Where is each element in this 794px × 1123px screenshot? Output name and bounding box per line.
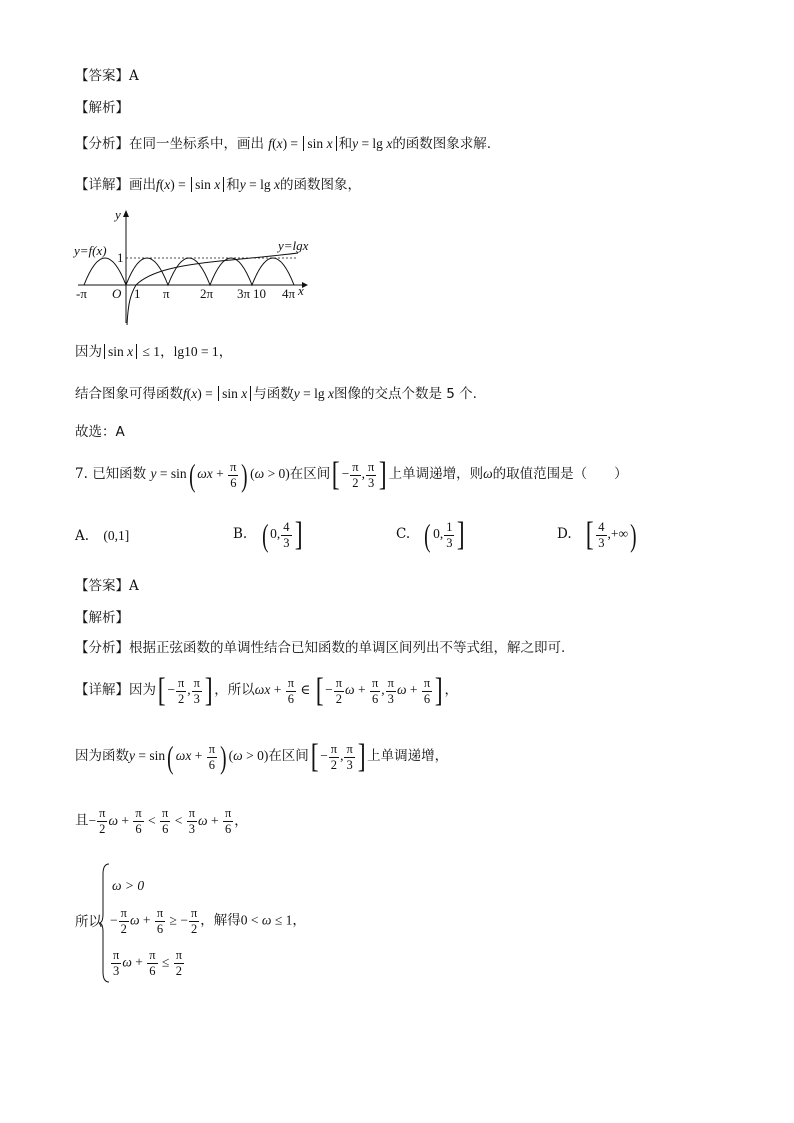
so-text: 所以 — [75, 914, 102, 930]
formula-solution: 0 < ω ≤ 1， — [240, 912, 306, 928]
fenxi-line-2 — [75, 638, 565, 658]
omega-symbol: ω — [483, 466, 493, 482]
question-text: 的取值范围是（ ） — [492, 466, 628, 483]
option-b-label: B. — [233, 526, 248, 543]
formula-interval: [ − $\frac{\pi}{2}$ , $\frac{\pi}{3}$ ] — [310, 738, 366, 775]
option-d-label: D. — [557, 526, 572, 543]
option-a[interactable] — [75, 528, 129, 544]
formula-y-sin: y = sin( ωx + $\frac{\pi}{6}$ ) (ω > 0) — [150, 457, 290, 493]
formula-lg: y = lg x — [352, 136, 393, 151]
analysis-line-1 — [75, 98, 129, 118]
combine-line-1 — [75, 384, 477, 404]
analysis-line-2 — [75, 608, 129, 628]
f-label: y=f(x) — [74, 243, 107, 258]
tick-pi: π — [163, 286, 170, 301]
solve-text: ，解得 — [200, 912, 241, 929]
abs-sin-curve — [84, 258, 294, 285]
system-row-3: $\frac{\pi}{3}$ ω + $\frac{\pi}{6}$ ≤ $\frac{\pi}{2}$ — [113, 948, 183, 978]
and-text: 且 — [75, 812, 89, 829]
lg-label: y=lgx — [278, 238, 309, 253]
answer-value: A — [129, 68, 139, 84]
origin-label: O — [112, 286, 122, 301]
formula-inequality-chain: − $\frac{\pi}{2}$ ω + $\frac{\pi}{6}$ < $\frac{\pi}{6}$ < $\frac{\pi}{3}$ ω + $\frac{\pi}{6}$ ， — [88, 806, 248, 836]
function-graph — [70, 205, 320, 335]
formula-interval: [ − $\frac{\pi}{2}$ , $\frac{\pi}{3}$ ] — [331, 456, 387, 493]
formula-range: ωx + $\frac{\pi}{6}$ ∈ [ − $\frac{\pi}{2}$ ω + $\frac{\pi}{6}$ , $\frac{\pi}{3}$ ω + $\frac{\pi}{6}$ ] ， — [254, 672, 458, 709]
because-text: 上单调递增， — [367, 748, 449, 765]
tick-2pi: 2π — [200, 286, 214, 301]
analysis-tag: 【解析】 — [75, 100, 129, 116]
because-line-1 — [75, 342, 232, 362]
formula-f: f(x) = sin x — [156, 177, 226, 192]
detail-text: 画出 — [129, 177, 156, 193]
combine-text: 结合图象可得函数 — [75, 386, 183, 402]
combine-text: 与函数 — [253, 386, 294, 402]
formula-abs-sin-le-1: sin x ≤ 1 — [102, 344, 160, 359]
option-d-value: [ $\frac{4}{3}$ ,+∞) — [585, 516, 637, 553]
detail-text: 和 — [226, 177, 240, 193]
combine-text: 图像的交点个数是 5 个. — [334, 386, 477, 402]
detail-tag: 【详解】 — [75, 682, 129, 699]
option-c[interactable] — [396, 518, 467, 552]
so-label — [75, 912, 102, 932]
fenxi-text: 的函数图象求解. — [392, 136, 492, 152]
option-b-value: ( 0, $\frac{4}{3}$ ] — [261, 516, 303, 553]
formula-f: f(x) = sin x — [268, 136, 338, 151]
fenxi-tag: 【分析】 — [75, 136, 129, 152]
y-axis-label: y — [115, 207, 121, 222]
fenxi-line-1 — [75, 134, 491, 154]
option-b[interactable] — [233, 518, 304, 552]
option-d[interactable] — [557, 518, 639, 552]
because-text: 因为 — [75, 344, 102, 360]
answer-value: A — [129, 578, 139, 594]
comma: ， — [218, 344, 233, 360]
option-c-value: ( 0, $\frac{1}{3}$ ] — [424, 516, 466, 553]
detail-text: 因为 — [129, 682, 156, 699]
question-text: 上单调递增，则 — [388, 466, 484, 483]
option-c-label: C. — [396, 526, 411, 543]
formula-lg: y = lg x — [239, 177, 281, 192]
because-text: 因为函数 — [75, 748, 129, 765]
question-text: 在区间 — [289, 466, 331, 483]
answer-tag: 【答案】 — [75, 578, 129, 594]
formula-interval: [ − $\frac{\pi}{2}$ , $\frac{\pi}{3}$ ] — [157, 672, 213, 709]
tick-1: 1 — [134, 286, 141, 301]
comma: ， — [160, 344, 174, 360]
and-line — [75, 806, 248, 837]
formula-lg10: lg10 = 1 — [173, 344, 219, 359]
one-label: 1 — [117, 250, 124, 265]
option-a-label: A. — [75, 528, 90, 544]
tick-3pi: 3π — [237, 286, 251, 301]
option-a-value: (0,1] — [103, 528, 130, 543]
detail-text: ，所以 — [214, 682, 255, 699]
fenxi-text: 和 — [338, 136, 353, 152]
detail-line-2 — [75, 674, 458, 708]
question-text: 已知函数 — [92, 466, 147, 483]
analysis-tag: 【解析】 — [75, 610, 129, 626]
system-row-2: − $\frac{\pi}{2}$ ω + $\frac{\pi}{6}$ ≥ − $\frac{\pi}{2}$ ，解得0 < ω ≤ 1， — [110, 906, 306, 936]
tick-4pi: 4π — [282, 286, 296, 301]
detail-line-1 — [75, 175, 361, 195]
choose-text: 故选：A — [75, 424, 125, 440]
formula-y-sin: y = sin( ωx + $\frac{\pi}{6}$ ) (ω > 0) — [129, 739, 269, 775]
detail-tag: 【详解】 — [75, 177, 129, 193]
formula-lg: y = lg x — [293, 386, 335, 401]
fenxi-text: 在同一坐标系中，画出 — [129, 136, 264, 152]
system-row-1 — [112, 876, 144, 896]
answer-tag: 【答案】 — [75, 68, 129, 84]
tick-10: 10 — [253, 286, 266, 301]
answer-line-2 — [75, 576, 139, 596]
tick-neg-pi: -π — [76, 286, 87, 301]
formula-f: f(x) = sin x — [183, 386, 253, 401]
fenxi-text: 根据正弦函数的单调性结合已知函数的单调区间列出不等式组，解之即可. — [129, 640, 566, 656]
because-line-2 — [75, 740, 448, 774]
fenxi-tag: 【分析】 — [75, 640, 129, 656]
answer-line-1 — [75, 66, 139, 86]
question-number: 7. — [75, 466, 88, 483]
question-7 — [75, 458, 628, 492]
detail-text: 的函数图象， — [280, 177, 362, 193]
y-axis-arrow — [123, 210, 129, 217]
because-text: 在区间 — [268, 748, 309, 765]
system-omega-positive: ω > 0 — [112, 878, 145, 893]
x-axis-label: x — [298, 283, 304, 298]
choose-line-1 — [75, 422, 125, 442]
